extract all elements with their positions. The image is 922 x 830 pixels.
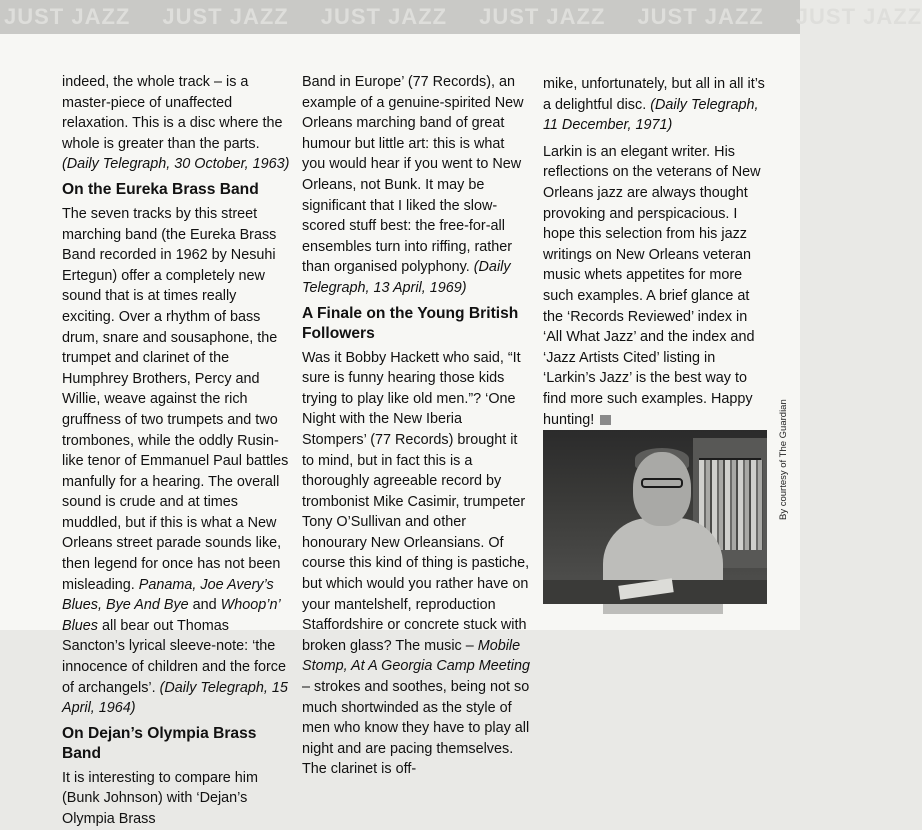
record-title: Whoop’n’ Blues — [62, 597, 280, 634]
paragraph: Band in Europe’ (77 Records), an example of a genuine-spirited New Orleans marching band of great humour but little art: this is what you would hear if you went to New Orleans, not Bunk. It may be significant that I liked the slow-scored stuff best: the free-for-all ensembles turn into riffing, rather than organised polyphony. (Daily Telegraph, 13 April, 1969) — [302, 74, 524, 296]
header-label: JUST JAZZ — [637, 4, 764, 29]
header-label: JUST JAZZ — [4, 4, 131, 29]
header-label: JUST JAZZ — [479, 4, 606, 29]
section-heading-eureka: On the Eureka Brass Band — [62, 180, 259, 198]
paragraph: Larkin is an elegant writer. His reflections on the veterans of New Orleans jazz are always thought provoking and perspicacious. I hope this selection from his jazz writings on New Orleans veteran music whets appetites for more such examples. A brief glance at the ‘Records Reviewed’ index in ‘All What Jazz’ and the index and ‘Jazz Artists Cited’ listing in ‘Larkin’s Jazz’ is the best way to find more such examples. Happy hunting! — [543, 143, 761, 428]
portrait-photo — [543, 430, 767, 604]
record-titles: Mobile Stomp, At A Georgia Camp Meeting — [302, 637, 530, 675]
header-label: JUST JAZZ — [795, 4, 922, 29]
header-label: JUST JAZZ — [320, 4, 448, 29]
glasses-icon — [641, 478, 683, 488]
header-label: JUST JAZZ — [162, 4, 289, 29]
citation: (Daily Telegraph, 30 October, 1963) — [62, 156, 290, 173]
citation: (Daily Telegraph, 13 April, 1969) — [302, 259, 511, 296]
paragraph: indeed, the whole track – is a master-piece of unaffected relaxation. This is a disc where the whole is greater than the parts. (Daily Telegraph, 30 October, 1963) — [62, 74, 290, 173]
header-band — [0, 0, 922, 34]
paragraph: Was it Bobby Hackett who said, “It sure is funny hearing those kids trying to play like old men.”? ‘One Night with the New Iberia Stompers’ (77 Records) brought it to mind, but in fact this is a thoroughly agreeable record by trombonist Mike Casimir, trumpeter Tony O’Sullivan and other honourary New Orleansians. Of course this kind of thing is pastiche, but which would you rather have on your mantelshelf, reproduction Staffordshire or concrete stuck with broken glass? The music – Mobile Stomp, At A Georgia Camp Meeting – strokes and soothes, being not so much shortwinded as the style of men who know they have to play all night and are pacing themselves. The clarinet is off- — [302, 349, 530, 778]
column-1 — [62, 72, 290, 830]
paragraph: mike, unfortunately, but all in all it’s a delightful disc. (Daily Telegraph, 11 December, 1971) — [543, 76, 765, 134]
person-head — [633, 452, 691, 526]
section-heading-dejan: On Dejan’s Olympia Brass Band — [62, 724, 257, 762]
paragraph: The seven tracks by this street marching band (the Eureka Brass Band recorded in 1962 by Nesuhi Ertegun) offer a completely new sound that is at times really exciting. Over a rhythm of bass drum, snare and sousaphone, the trumpet and clarinet of the Humphrey Brothers, Percy and Willie, weave against the rich gruffness of two trumpets and two trombones, while the oddly Rusin-like tenor of Emmanuel Paul battles manfully for a hearing. The overall sound is crude and at times muddled, but if this is what a New Orleans street parade sounds like, then legend for once has not been misleading. Panama, Joe Avery’s Blues, Bye And Bye and Whoop’n’ Blues all bear out Thomas Sancton’s lyrical sleeve-note: ‘the innocence of children and the force of archangels’. (Daily Telegraph, 15 April, 1964) — [62, 205, 289, 717]
column-2 — [302, 72, 530, 780]
paragraph: It is interesting to compare him (Bunk Johnson) with ‘Dejan’s Olympia Brass — [62, 769, 258, 827]
end-mark-icon — [600, 415, 611, 425]
photo-credit: By courtesy of The Guardian — [778, 399, 789, 520]
citation: (Daily Telegraph, 15 April, 1964) — [62, 679, 288, 717]
citation: (Daily Telegraph, 11 December, 1971) — [543, 96, 759, 134]
section-heading-finale: A Finale on the Young British Followers — [302, 304, 519, 342]
record-titles: Panama, Joe Avery’s Blues, Bye And Bye — [62, 576, 274, 614]
